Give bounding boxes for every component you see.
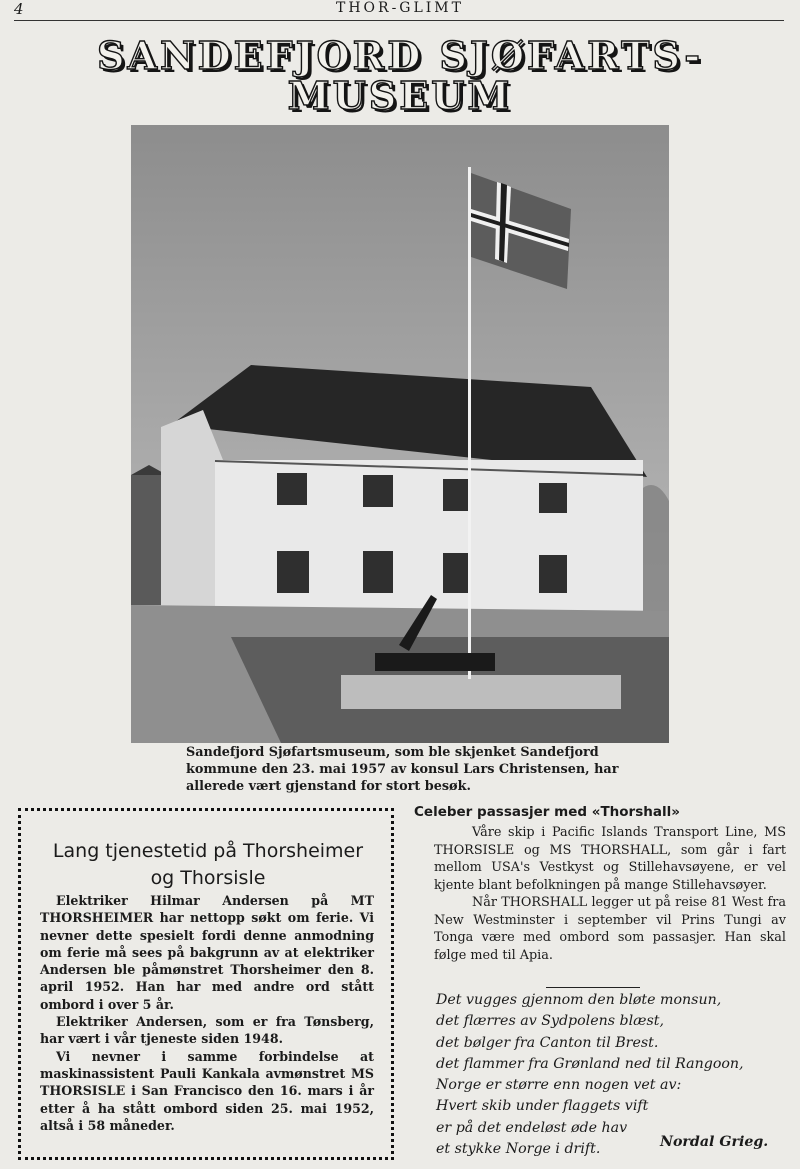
poem-line: Hvert skib under flaggets vift bbox=[436, 1098, 649, 1115]
boxed-article-title-line-1: Lang tjenestetid på Thorsheimer bbox=[52, 840, 364, 862]
headline-line-2: MUSEUM bbox=[287, 73, 513, 118]
article-paragraph: Når THORSHALL legger ut på reise 81 West fra New Westminster i september vil Prins Tungi av Tonga være med ombord som passasjer. Han skal følge med til Apia. bbox=[434, 895, 786, 963]
article-paragraph: Våre skip i Pacific Islands Transport Line, MS THORSISLE og MS THORSHALL, som går i fart mellom USA's Vestkyst og Stillehavsøyene, er vel kjente blant befolkningen på mange Stillehavsøyer. bbox=[434, 825, 786, 893]
boxed-article-paragraph: Elektriker Andersen, som er fra Tønsberg, har vært i vår tjeneste siden 1948. bbox=[40, 1014, 374, 1047]
article-title: Celeber passasjer med «Thorshall» bbox=[414, 804, 680, 820]
poem-line: et stykke Norge i drift. bbox=[436, 1141, 601, 1158]
poem-author: Nordal Grieg. bbox=[660, 1134, 769, 1150]
headline bbox=[0, 33, 800, 118]
poem-line: det flammer fra Grønland ned til Rangoon, bbox=[436, 1055, 744, 1072]
poem-line: er på det endeløst øde hav bbox=[436, 1119, 628, 1136]
poem-line: Norge er større enn nogen vet av: bbox=[436, 1077, 682, 1094]
running-title: THOR-GLIMT bbox=[336, 0, 464, 16]
headline-line-1: SANDEFJORD SJØFARTS- bbox=[97, 33, 703, 78]
photo-caption: Sandefjord Sjøfartsmuseum, som ble skjenket Sandefjord kommune den 23. mai 1957 av konsul Lars Christensen, har allerede vært gjenstand for stort besøk. bbox=[186, 745, 619, 794]
boxed-article-title-line-2: og Thorsisle bbox=[150, 867, 266, 889]
boxed-article-paragraph: Elektriker Hilmar Andersen på MT THORSHEIMER har nettopp søkt om ferie. Vi nevner dette spesielt fordi denne anmodning om ferie må sees på bakgrunn av at elektriker Andersen ble påmønstret Thorsheimer den 8. april 1952. Han har med andre ord stått ombord i over 5 år. bbox=[40, 893, 374, 1012]
header-rule bbox=[14, 20, 784, 21]
section-divider bbox=[546, 987, 640, 988]
boxed-article-body bbox=[40, 892, 374, 1134]
poem-line: Det vugges gjennom den bløte monsun, bbox=[436, 992, 722, 1008]
poem-line: det bølger fra Canton til Brest. bbox=[436, 1034, 659, 1051]
page-number: 4 bbox=[14, 0, 24, 18]
article-body bbox=[434, 824, 786, 964]
boxed-article-paragraph: Vi nevner i samme forbindelse at maskinassistent Pauli Kankala avmønstret MS THORSISLE i San Francisco den 16. mars i år etter å ha stått ombord siden 25. mai 1952, altså i 58 måneder. bbox=[40, 1048, 374, 1133]
boxed-article-title bbox=[22, 838, 394, 892]
poem-line: det flærres av Sydpolens blæst, bbox=[436, 1013, 664, 1030]
museum-photo bbox=[131, 125, 669, 743]
